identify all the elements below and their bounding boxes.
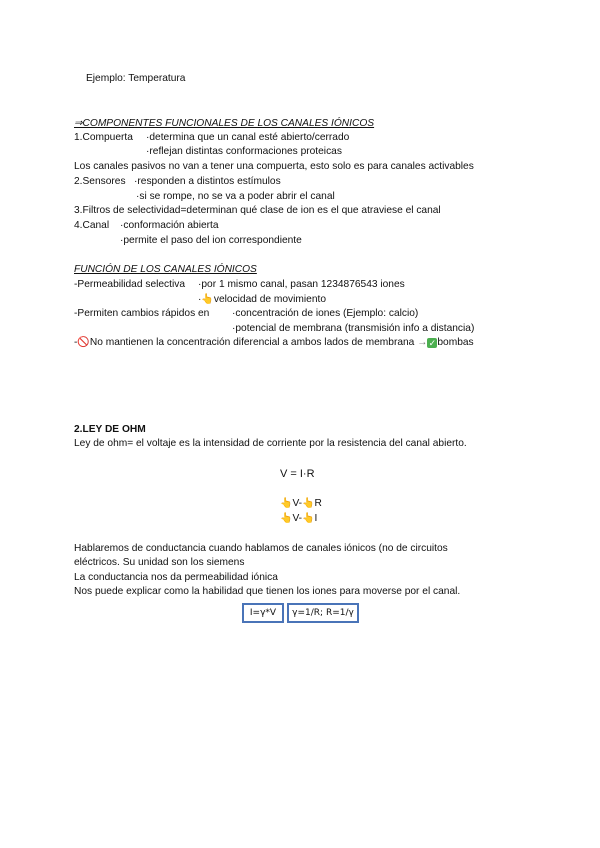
compuerta-label: 1.Compuerta xyxy=(74,132,133,143)
cambios-label: -Permiten cambios rápidos en xyxy=(74,308,210,319)
bombas-text: bombas xyxy=(437,337,474,348)
sensores-desc-2: ·si se rompe, no se va a poder abrir el canal xyxy=(136,191,335,202)
hand-pointer-icon: 👆 xyxy=(302,498,315,509)
resistance-formula-box: γ=1/R; R=1/γ xyxy=(287,603,359,623)
conductancia-line-3: La conductancia nos da permeabilidad iónica xyxy=(74,572,278,583)
cambios-desc-1: ·concentración de iones (Ejemplo: calcio) xyxy=(232,308,419,319)
relation-2-b: I xyxy=(314,513,318,524)
conductancia-line-4: Nos puede explicar como la habilidad que tienen los iones para moverse por el canal. xyxy=(74,586,461,597)
relation-1-a: V- xyxy=(292,498,303,509)
cambios-desc-2: ·potencial de membrana (transmisión info a distancia) xyxy=(232,323,475,334)
ohm-formula: V = I·R xyxy=(280,468,315,480)
canal-label: 4.Canal xyxy=(74,220,110,231)
permeabilidad-label: -Permeabilidad selectiva xyxy=(74,279,185,290)
sensores-desc-1: ·responden a distintos estímulos xyxy=(134,176,281,187)
relation-1 xyxy=(280,497,322,510)
relation-2 xyxy=(280,512,317,525)
check-icon: ✓ xyxy=(428,338,437,348)
permeabilidad-desc-2 xyxy=(198,293,326,306)
velocidad-text: velocidad de movimiento xyxy=(213,294,326,305)
relation-2-a: V- xyxy=(292,513,303,524)
compuerta-desc-1: ·determina que un canal esté abierto/cerrado xyxy=(146,132,350,143)
no-mantienen-text: No mantienen la concentración diferencial a ambos lados de membrana xyxy=(89,337,415,348)
hand-pointer-icon: 👆 xyxy=(280,513,293,524)
canal-desc-1: ·conformación abierta xyxy=(120,220,219,231)
hand-pointer-icon: 👆 xyxy=(302,513,315,524)
ohm-heading: 2.LEY DE OHM xyxy=(74,424,146,435)
arrow-icon: → xyxy=(417,337,428,348)
pasivos-text: Los canales pasivos no van a tener una compuerta, esto solo es para canales activables xyxy=(74,161,474,172)
compuerta-desc-2: ·reflejan distintas conformaciones proteicas xyxy=(146,146,342,157)
filtros-text: 3.Filtros de selectividad=determinan qué clase de ion es el que atraviese el canal xyxy=(74,205,441,216)
prohibited-icon: 🚫 xyxy=(77,337,90,348)
dash: - xyxy=(74,337,78,348)
bullet-dot: · xyxy=(198,294,202,305)
relation-1-b: R xyxy=(314,498,322,509)
funcion-heading: FUNCIÓN DE LOS CANALES IÓNICOS xyxy=(74,264,257,275)
hand-pointer-icon: 👆 xyxy=(280,498,293,509)
conductancia-line-1: Hablaremos de conductancia cuando hablamos de canales iónicos (no de circuitos xyxy=(74,543,448,554)
canal-desc-2: ·permite el paso del ion correspondiente xyxy=(120,235,302,246)
componentes-heading: ⇒COMPONENTES FUNCIONALES DE LOS CANALES IÓNICOS xyxy=(74,118,375,129)
example-text: Ejemplo: Temperatura xyxy=(86,73,186,84)
hand-pointer-icon: 👆 xyxy=(201,294,214,305)
sensores-label: 2.Sensores xyxy=(74,176,126,187)
ohm-definition: Ley de ohm= el voltaje es la intensidad de corriente por la resistencia del canal abierto. xyxy=(74,438,467,449)
conductancia-line-2: eléctricos. Su unidad son los siemens xyxy=(74,557,245,568)
no-mantienen-line xyxy=(74,336,474,349)
permeabilidad-desc-1: ·por 1 mismo canal, pasan 1234876543 iones xyxy=(198,279,405,290)
conductance-formula-box: I=γ*V xyxy=(242,603,284,623)
